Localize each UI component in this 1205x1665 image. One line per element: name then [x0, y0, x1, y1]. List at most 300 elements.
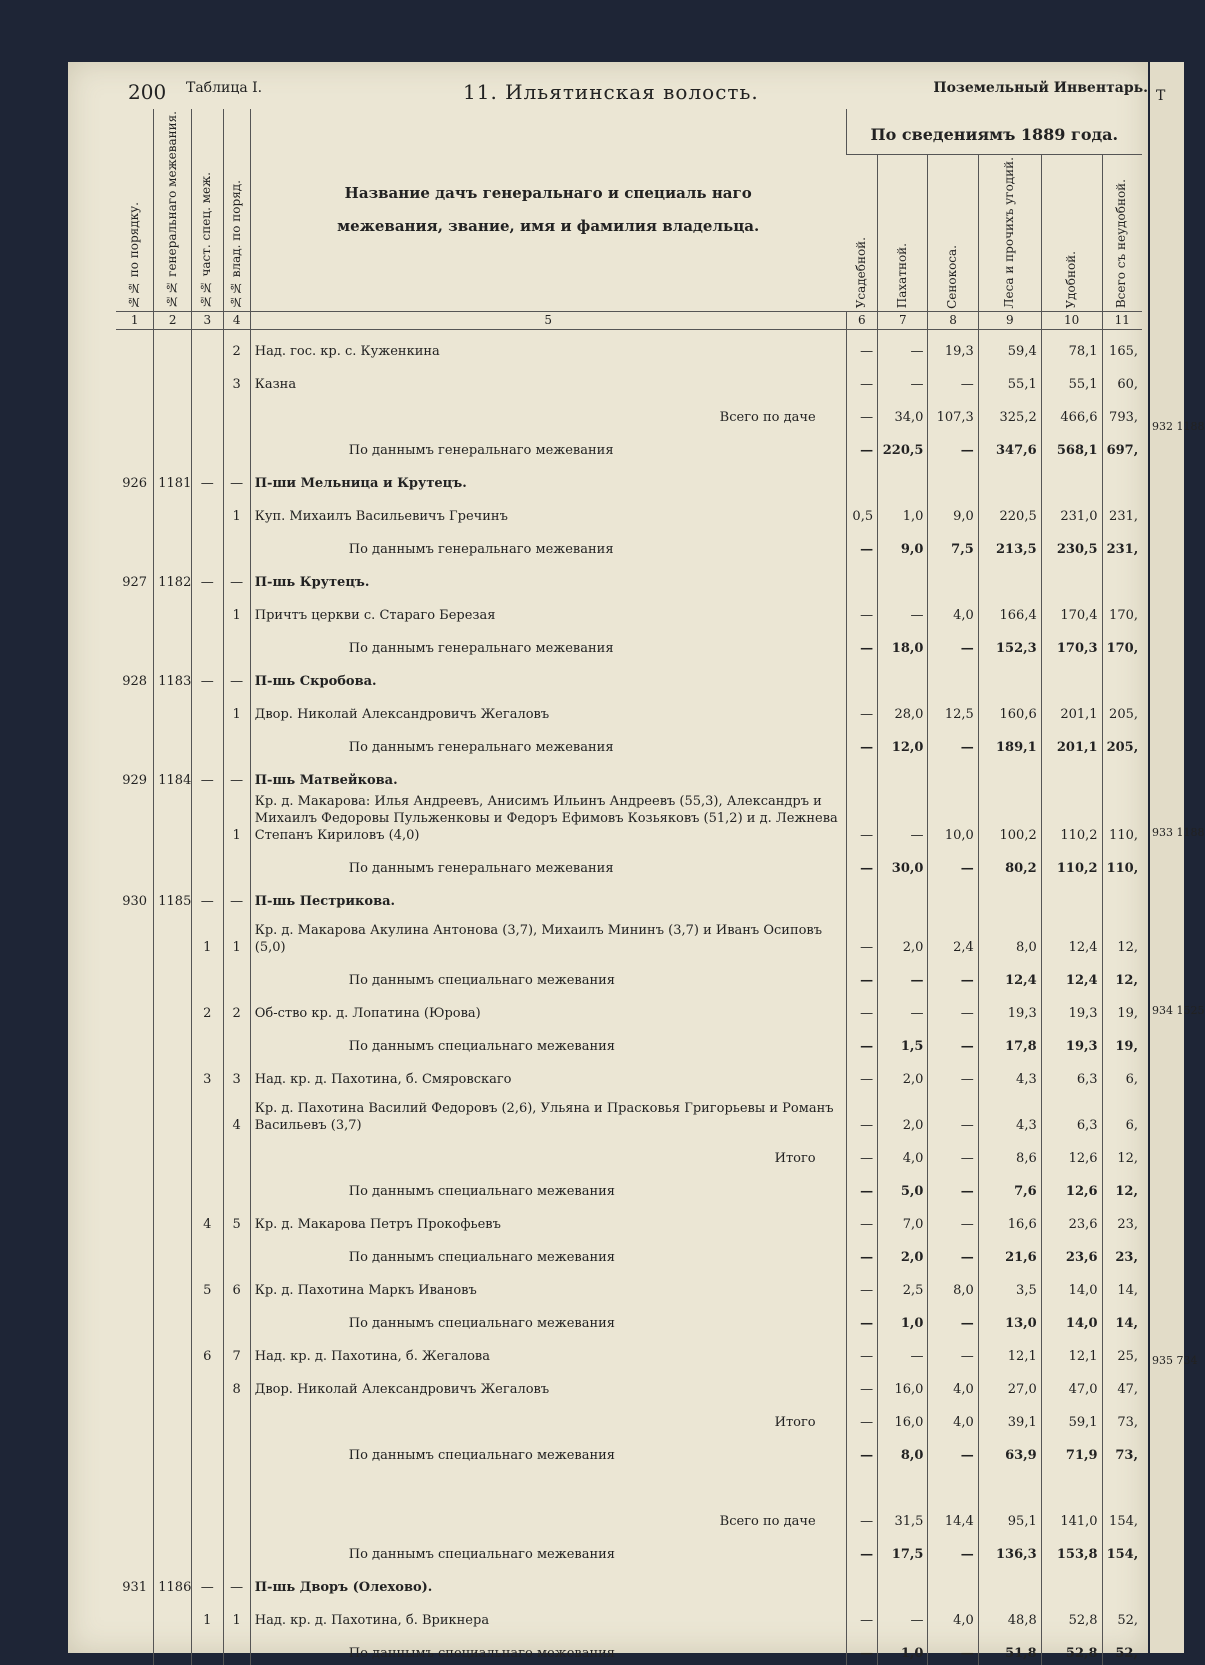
value-cell	[1102, 660, 1142, 693]
value-cell: —	[846, 1302, 877, 1335]
row-name-cell: Кр. д. Пахотина Василий Федоровъ (2,6), Ульяна и Прасковья Григорьевы и Романъ Васильевъ (3,7)	[250, 1091, 846, 1137]
value-cell: 16,6	[978, 1203, 1041, 1236]
value-cell: —	[846, 1137, 877, 1170]
adjacent-page-header: Т	[1156, 88, 1166, 104]
row-name-cell: Об-ство кр. д. Лопатина (Юрова)	[250, 992, 846, 1025]
row-index-cell: 1186	[154, 1566, 192, 1599]
value-cell: 4,0	[928, 1368, 978, 1401]
row-index-cell	[116, 396, 154, 429]
value-cell: 12,	[1102, 1170, 1142, 1203]
row-index-cell: —	[192, 759, 223, 792]
value-cell: 14,0	[1041, 1269, 1102, 1302]
value-cell: 160,6	[978, 693, 1041, 726]
table-row	[116, 1170, 1142, 1203]
value-cell: 231,	[1102, 495, 1142, 528]
col-header-total: Всего съ неудобной.	[1102, 155, 1142, 311]
value-cell: —	[878, 1335, 928, 1368]
row-index-cell: —	[223, 462, 250, 495]
row-index-cell	[116, 495, 154, 528]
value-cell	[878, 759, 928, 792]
value-cell: 110,2	[1041, 792, 1102, 847]
row-index-cell: —	[192, 660, 223, 693]
value-cell	[846, 759, 877, 792]
row-index-cell: 6	[192, 1335, 223, 1368]
value-cell: 12,5	[928, 693, 978, 726]
table-row	[116, 1335, 1142, 1368]
row-name-cell: Куп. Михаилъ Васильевичъ Гречинъ	[250, 495, 846, 528]
value-cell: 12,4	[1041, 913, 1102, 959]
table-row	[116, 528, 1142, 561]
row-index-cell	[223, 1500, 250, 1533]
value-cell: 12,6	[1041, 1137, 1102, 1170]
row-index-cell	[223, 1467, 250, 1500]
value-cell	[1102, 462, 1142, 495]
row-index-cell: 1181	[154, 462, 192, 495]
value-cell	[1041, 1467, 1102, 1500]
value-cell: 6,3	[1041, 1091, 1102, 1137]
value-cell: —	[928, 1058, 978, 1091]
value-cell: 201,1	[1041, 726, 1102, 759]
col-header-special: №№ част. спец. меж.	[192, 109, 223, 311]
value-cell: —	[846, 1434, 877, 1467]
value-cell: —	[878, 959, 928, 992]
value-cell: 189,1	[978, 726, 1041, 759]
value-cell: —	[846, 594, 877, 627]
row-index-cell	[116, 1632, 154, 1665]
value-cell: —	[846, 959, 877, 992]
table-row	[116, 396, 1142, 429]
col-header-general: №№ генеральнаго межевания.	[154, 109, 192, 311]
value-cell: —	[928, 1137, 978, 1170]
value-cell: 165,	[1102, 330, 1142, 364]
row-index-cell: 1185	[154, 880, 192, 913]
value-cell: 166,4	[978, 594, 1041, 627]
row-index-cell: 3	[223, 1058, 250, 1091]
value-cell: 4,0	[878, 1137, 928, 1170]
row-name-cell: П-шь Пестрикова.	[250, 880, 846, 913]
row-index-cell	[154, 1137, 192, 1170]
value-cell: 17,8	[978, 1025, 1041, 1058]
row-index-cell	[154, 1302, 192, 1335]
running-header: Поземельный Инвентарь.	[933, 80, 1148, 96]
value-cell: 141,0	[1041, 1500, 1102, 1533]
row-name-cell: По даннымъ генеральнаго межевания	[250, 429, 846, 462]
row-index-cell: 1	[223, 693, 250, 726]
value-cell: —	[846, 627, 877, 660]
value-cell: 71,9	[1041, 1434, 1102, 1467]
table-row	[116, 726, 1142, 759]
row-index-cell	[223, 847, 250, 880]
value-cell: 2,0	[878, 913, 928, 959]
value-cell: 2,5	[878, 1269, 928, 1302]
row-index-cell	[192, 1236, 223, 1269]
row-index-cell: 3	[192, 1058, 223, 1091]
document-page	[68, 62, 1148, 1662]
value-cell: 23,	[1102, 1236, 1142, 1269]
value-cell: 23,6	[1041, 1236, 1102, 1269]
row-index-cell	[154, 1058, 192, 1091]
value-cell: 59,1	[1041, 1401, 1102, 1434]
row-index-cell	[192, 1467, 223, 1500]
value-cell	[1102, 1566, 1142, 1599]
table-row	[116, 1302, 1142, 1335]
table-row	[116, 1467, 1142, 1500]
value-cell: 152,3	[978, 627, 1041, 660]
value-cell: 793,	[1102, 396, 1142, 429]
row-name-cell: П-шь Дворъ (Олехово).	[250, 1566, 846, 1599]
row-index-cell	[192, 1401, 223, 1434]
row-index-cell	[223, 1632, 250, 1665]
row-name-cell: Кр. д. Макарова Петръ Прокофьевъ	[250, 1203, 846, 1236]
col-header-senokos: Сенокоса.	[928, 155, 978, 311]
row-index-cell	[154, 1632, 192, 1665]
table-row	[116, 594, 1142, 627]
value-cell: —	[846, 429, 877, 462]
table-row	[116, 992, 1142, 1025]
row-index-cell	[116, 959, 154, 992]
row-index-cell: —	[223, 561, 250, 594]
row-index-cell	[154, 959, 192, 992]
row-index-cell: 926	[122, 476, 148, 492]
value-cell: 110,2	[1041, 847, 1102, 880]
value-cell: 27,0	[978, 1368, 1041, 1401]
value-cell	[928, 561, 978, 594]
row-index-cell	[223, 627, 250, 660]
row-index-cell	[192, 847, 223, 880]
value-cell: —	[846, 1269, 877, 1302]
value-cell: 1,5	[878, 1025, 928, 1058]
row-name-cell: По даннымъ генеральнаго межевания	[250, 726, 846, 759]
value-cell: 697,	[1102, 429, 1142, 462]
value-cell: 12,1	[1041, 1335, 1102, 1368]
value-cell: —	[846, 1368, 877, 1401]
value-cell: 110,	[1102, 792, 1142, 847]
row-name-cell: Кр. д. Макарова Акулина Антонова (3,7), Михаилъ Мининъ (3,7) и Иванъ Осиповъ (5,0)	[250, 913, 846, 959]
value-cell: 55,1	[1041, 363, 1102, 396]
value-cell: 12,0	[878, 726, 928, 759]
value-cell: 568,1	[1041, 429, 1102, 462]
row-index-cell: 2	[192, 992, 223, 1025]
row-index-cell	[154, 1368, 192, 1401]
row-name-cell: Итого	[250, 1401, 846, 1434]
value-cell	[1102, 561, 1142, 594]
value-cell	[846, 880, 877, 913]
value-cell: 47,0	[1041, 1368, 1102, 1401]
table-row	[116, 1236, 1142, 1269]
table-row	[116, 1269, 1142, 1302]
page-title: 11. Ильятинская волость.	[463, 80, 759, 104]
value-cell: 14,0	[1041, 1302, 1102, 1335]
value-cell: 153,8	[1041, 1533, 1102, 1566]
row-index-cell: 1184	[154, 759, 192, 792]
value-cell: —	[928, 363, 978, 396]
row-index-cell	[154, 1401, 192, 1434]
value-cell: 2,4	[928, 913, 978, 959]
value-cell	[928, 660, 978, 693]
value-cell: 39,1	[978, 1401, 1041, 1434]
row-name-cell: П-шь Крутецъ.	[250, 561, 846, 594]
row-index-cell: 1	[223, 1599, 250, 1632]
row-name-cell: По даннымъ специальнаго межевания	[250, 1170, 846, 1203]
row-index-cell	[192, 528, 223, 561]
value-cell: 18,0	[878, 627, 928, 660]
value-cell: 60,	[1102, 363, 1142, 396]
row-index-cell	[116, 429, 154, 462]
row-index-cell: 1	[223, 792, 250, 847]
row-index-cell	[116, 792, 154, 847]
row-name-cell	[250, 1467, 846, 1500]
row-index-cell: 930	[122, 894, 148, 910]
value-cell	[846, 561, 877, 594]
value-cell: —	[846, 396, 877, 429]
value-cell: 230,5	[1041, 528, 1102, 561]
row-index-cell	[192, 627, 223, 660]
col-header-les: Леса и прочихъ угодий.	[978, 155, 1041, 311]
table-row	[116, 1599, 1142, 1632]
value-cell	[928, 1566, 978, 1599]
value-cell: —	[878, 330, 928, 364]
row-index-cell	[154, 1467, 192, 1500]
value-cell: 12,	[1102, 1137, 1142, 1170]
table-row	[116, 330, 1142, 364]
value-cell: 23,	[1102, 1203, 1142, 1236]
table-row	[116, 759, 1142, 792]
value-cell: 466,6	[1041, 396, 1102, 429]
row-index-cell: 1	[192, 1599, 223, 1632]
value-cell: 73,	[1102, 1434, 1142, 1467]
value-cell: 220,5	[978, 495, 1041, 528]
row-index-cell	[223, 959, 250, 992]
table-row	[116, 1137, 1142, 1170]
row-index-cell	[154, 528, 192, 561]
row-index-cell	[192, 959, 223, 992]
row-index-cell: 1182	[154, 561, 192, 594]
table-row	[116, 880, 1142, 913]
value-cell: 107,3	[928, 396, 978, 429]
row-index-cell: 1	[192, 913, 223, 959]
row-index-cell	[116, 1401, 154, 1434]
value-cell: —	[928, 992, 978, 1025]
col-header-owner: №№ влад. по поряд.	[223, 109, 250, 311]
value-cell	[1102, 759, 1142, 792]
row-index-cell	[116, 913, 154, 959]
value-cell: 16,0	[878, 1368, 928, 1401]
table-row	[116, 363, 1142, 396]
row-name-cell: По даннымъ генеральнаго межевания	[250, 627, 846, 660]
table-row	[116, 959, 1142, 992]
value-cell	[1041, 660, 1102, 693]
value-cell: —	[846, 1335, 877, 1368]
row-name-cell: Двор. Николай Александровичъ Жегаловъ	[250, 1368, 846, 1401]
row-name-cell: По даннымъ специальнаго межевания	[250, 1025, 846, 1058]
row-index-cell	[116, 594, 154, 627]
value-cell: 63,9	[978, 1434, 1041, 1467]
row-index-cell: 928	[122, 674, 148, 690]
value-cell	[978, 660, 1041, 693]
value-cell: —	[846, 528, 877, 561]
row-index-cell: 931	[122, 1580, 148, 1596]
value-cell	[1041, 561, 1102, 594]
inventory-table	[116, 109, 1142, 1665]
value-cell: 205,	[1102, 726, 1142, 759]
row-index-cell	[116, 1203, 154, 1236]
row-index-cell	[192, 429, 223, 462]
value-cell: —	[846, 1599, 877, 1632]
value-cell: 12,4	[1041, 959, 1102, 992]
row-index-cell	[154, 1599, 192, 1632]
row-name-cell: По даннымъ специальнаго межевания	[250, 1302, 846, 1335]
value-cell: 4,0	[928, 594, 978, 627]
value-cell: 59,4	[978, 330, 1041, 364]
value-cell: 170,	[1102, 627, 1142, 660]
value-cell: 2,0	[878, 1058, 928, 1091]
value-cell: 19,	[1102, 992, 1142, 1025]
row-index-cell: —	[192, 1566, 223, 1599]
table-row	[116, 1434, 1142, 1467]
value-cell: 9,0	[878, 528, 928, 561]
value-cell: 17,5	[878, 1533, 928, 1566]
value-cell: —	[928, 1632, 978, 1665]
row-index-cell	[192, 330, 223, 364]
value-cell	[878, 1566, 928, 1599]
value-cell: 28,0	[878, 693, 928, 726]
row-index-cell	[154, 1500, 192, 1533]
value-cell: 73,	[1102, 1401, 1142, 1434]
row-index-cell	[192, 396, 223, 429]
value-cell: 12,1	[978, 1335, 1041, 1368]
row-index-cell: 4	[192, 1203, 223, 1236]
value-cell: —	[846, 1091, 877, 1137]
value-cell: —	[878, 1599, 928, 1632]
row-index-cell	[223, 396, 250, 429]
value-cell: 52,	[1102, 1632, 1142, 1665]
value-cell: —	[928, 1091, 978, 1137]
row-index-cell	[154, 1170, 192, 1203]
row-index-cell	[192, 1137, 223, 1170]
value-cell: 7,5	[928, 528, 978, 561]
value-cell: 14,4	[928, 1500, 978, 1533]
value-cell: 231,	[1102, 528, 1142, 561]
row-index-cell: 3	[223, 363, 250, 396]
row-index-cell	[192, 1533, 223, 1566]
value-cell: 48,8	[978, 1599, 1041, 1632]
value-cell: 8,6	[978, 1137, 1041, 1170]
value-cell	[1041, 462, 1102, 495]
value-cell: —	[928, 1025, 978, 1058]
row-name-cell: По даннымъ специальнаго межевания	[250, 1533, 846, 1566]
value-cell: 52,8	[1041, 1599, 1102, 1632]
row-name-cell: По даннымъ специальнаго межевания	[250, 959, 846, 992]
value-cell: —	[928, 1335, 978, 1368]
value-cell: 1,0	[878, 1302, 928, 1335]
row-index-cell	[223, 1137, 250, 1170]
row-index-cell	[116, 330, 154, 364]
row-index-cell: 7	[223, 1335, 250, 1368]
value-cell: 154,	[1102, 1533, 1142, 1566]
col-header-pahat: Пахатной.	[878, 155, 928, 311]
row-index-cell	[154, 847, 192, 880]
row-index-cell	[154, 1533, 192, 1566]
row-name-cell: По даннымъ генеральнаго межевания	[250, 528, 846, 561]
row-index-cell	[154, 1091, 192, 1137]
value-cell: 14,	[1102, 1302, 1142, 1335]
row-index-cell	[116, 847, 154, 880]
row-index-cell: 2	[223, 330, 250, 364]
row-index-cell	[192, 726, 223, 759]
value-cell: 34,0	[878, 396, 928, 429]
row-index-cell	[116, 627, 154, 660]
row-index-cell	[192, 1025, 223, 1058]
value-cell: —	[846, 847, 877, 880]
row-index-cell	[192, 495, 223, 528]
value-cell: 1,0	[878, 1632, 928, 1665]
value-cell	[1041, 880, 1102, 913]
value-cell: 47,	[1102, 1368, 1142, 1401]
col-header-name: Название дачъ генеральнаго и специаль наго межевания, звание, имя и фамилия владельца.	[250, 109, 846, 311]
row-name-cell: Двор. Николай Александровичъ Жегаловъ	[250, 693, 846, 726]
row-index-cell: —	[192, 561, 223, 594]
value-cell: 23,6	[1041, 1203, 1102, 1236]
value-cell: —	[846, 1500, 877, 1533]
table-row	[116, 429, 1142, 462]
value-cell: 0,5	[846, 495, 877, 528]
value-cell	[846, 1566, 877, 1599]
value-cell: 9,0	[928, 495, 978, 528]
value-cell	[978, 880, 1041, 913]
value-cell: 7,0	[878, 1203, 928, 1236]
row-index-cell	[116, 1025, 154, 1058]
row-index-cell	[154, 495, 192, 528]
row-index-cell	[116, 693, 154, 726]
table-row	[116, 1566, 1142, 1599]
value-cell: 12,4	[978, 959, 1041, 992]
value-cell	[978, 1566, 1041, 1599]
value-cell: 3,5	[978, 1269, 1041, 1302]
value-cell: 231,0	[1041, 495, 1102, 528]
value-cell: —	[846, 1533, 877, 1566]
adjacent-page-edge	[1150, 62, 1184, 1653]
value-cell: 12,	[1102, 913, 1142, 959]
value-cell: 1,0	[878, 495, 928, 528]
value-cell: 16,0	[878, 1401, 928, 1434]
row-index-cell	[116, 1467, 154, 1500]
value-cell	[1041, 1566, 1102, 1599]
table-row	[116, 660, 1142, 693]
row-index-cell	[116, 1302, 154, 1335]
row-index-cell	[192, 363, 223, 396]
value-cell: 213,5	[978, 528, 1041, 561]
row-index-cell: 4	[223, 1091, 250, 1137]
row-index-cell	[116, 1170, 154, 1203]
value-cell: —	[928, 726, 978, 759]
value-cell: 78,1	[1041, 330, 1102, 364]
value-cell: 30,0	[878, 847, 928, 880]
value-cell: 31,5	[878, 1500, 928, 1533]
value-cell: 10,0	[928, 792, 978, 847]
row-index-cell: 5	[223, 1203, 250, 1236]
row-index-cell: 6	[223, 1269, 250, 1302]
row-index-cell: —	[192, 880, 223, 913]
value-cell: 13,0	[978, 1302, 1041, 1335]
row-index-cell	[154, 1269, 192, 1302]
value-cell: —	[878, 992, 928, 1025]
value-cell: —	[846, 992, 877, 1025]
row-index-cell	[192, 1302, 223, 1335]
row-index-cell	[154, 1434, 192, 1467]
value-cell: 170,4	[1041, 594, 1102, 627]
value-cell: —	[928, 1533, 978, 1566]
value-cell: 14,	[1102, 1269, 1142, 1302]
